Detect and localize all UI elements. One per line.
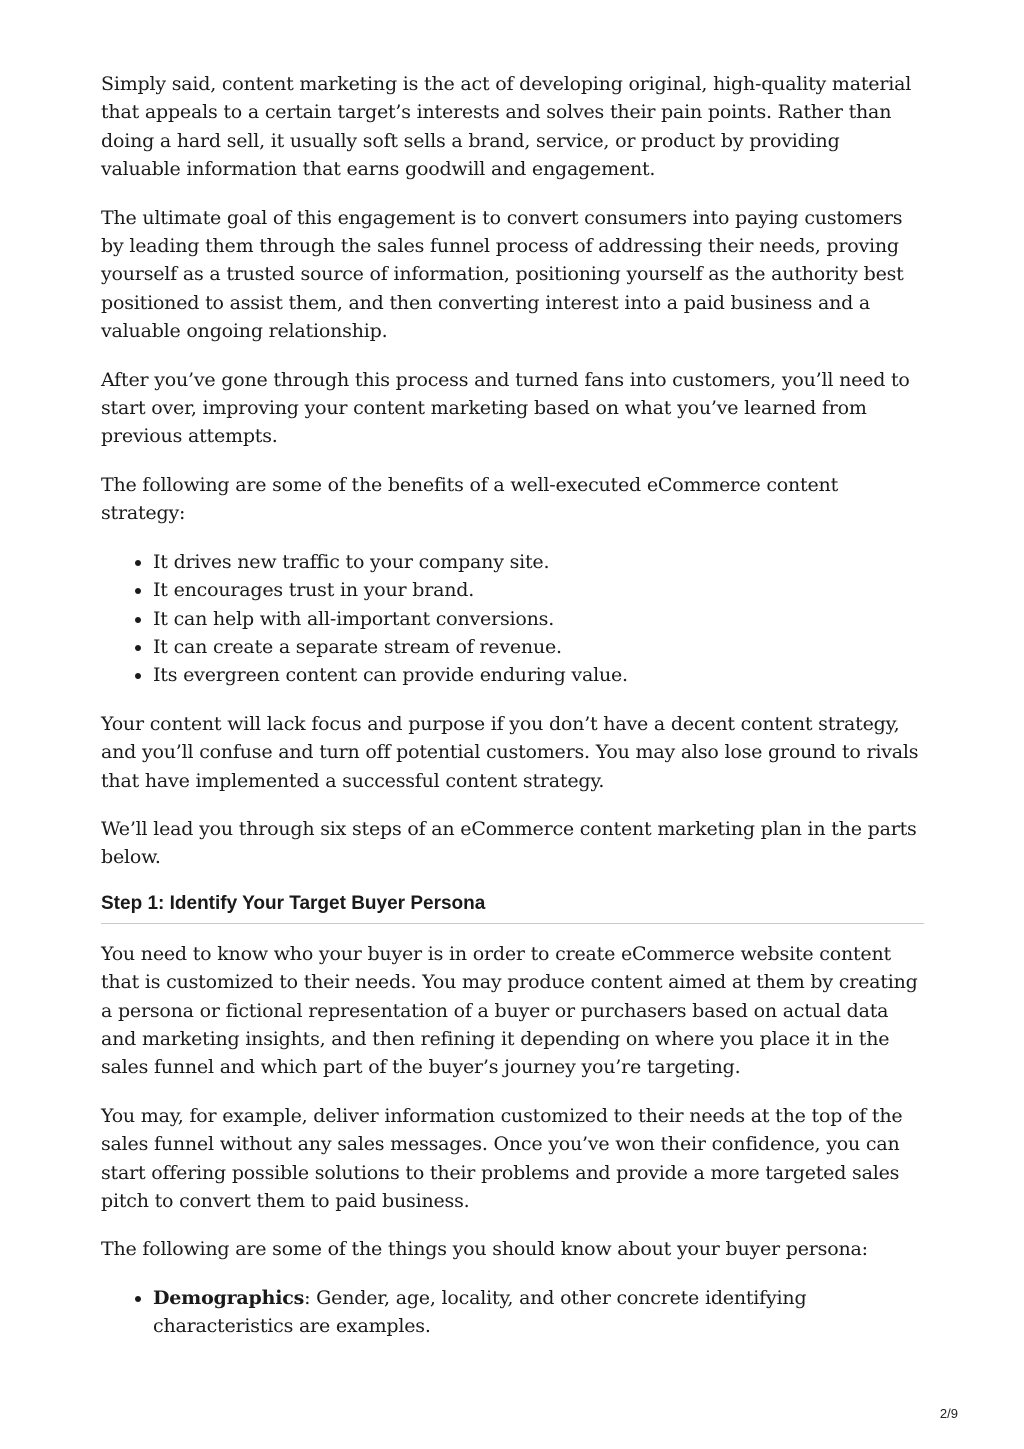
persona-list [101,1284,924,1341]
benefits-list [101,548,924,690]
steps-intro-paragraph: We’ll lead you through six steps of an eCommerce content marketing plan in the parts below. [101,817,917,869]
list-item-text: : Gender, age, locality, and other concrete identifying characteristics are examples. [153,1286,807,1338]
strategy-paragraph: Your content will lack focus and purpose if you don’t have a decent content strategy, and you’ll confuse and turn off potential customers. You may also lose ground to rivals that have implemented a successful content strategy. [101,712,919,792]
document-page [101,70,924,1361]
list-item: • Its evergreen content can provide enduring value. [153,661,924,689]
step1-paragraph-3: The following are some of the things you should know about your buyer persona: [101,1238,868,1261]
step1-paragraph-1: You need to know who your buyer is in order to create eCommerce website content that is customized to their needs. You may produce content aimed at them by creating a persona or fictional representation of a buyer or purchasers based on actual data and marketing insights, and then refining it depending on where you place it in the sales funnel and which part of the buyer’s journey you’re targeting. [101,942,918,1079]
page-number: 2/9 [939,1406,958,1421]
section-heading: Step 1: Identify Your Target Buyer Persona [101,892,924,924]
benefits-intro-paragraph: The following are some of the benefits of a well-executed eCommerce content strategy: [101,473,839,525]
list-item: • It drives new traffic to your company site. [153,548,924,576]
intro-paragraph-1: Simply said, content marketing is the act of developing original, high-quality material that appeals to a certain target’s interests and solves their pain points. Rather than doing a hard sell, it usually soft sells a brand, service, or product by providing valuable information that earns goodwill and engagement. [101,73,912,181]
list-item: • It can help with all-important conversions. [153,605,924,633]
list-item-term: Demographics [153,1286,305,1309]
intro-paragraph-3: After you’ve gone through this process and turned fans into customers, you’ll need to start over, improving your content marketing based on what you’ve learned from previous attempts. [101,368,910,448]
list-item [153,1284,924,1341]
intro-paragraph-2: The ultimate goal of this engagement is to convert consumers into paying customers by leading them through the sales funnel process of addressing their needs, proving yourself as a trusted source of information, positioning yourself as the authority best positioned to assist them, and then converting interest into a paid business and a valuable ongoing relationship. [101,206,904,343]
list-item: • It encourages trust in your brand. [153,576,924,604]
list-item: • It can create a separate stream of revenue. [153,633,924,661]
step1-paragraph-2: You may, for example, deliver information customized to their needs at the top of the sales funnel without any sales messages. Once you’ve won their confidence, you can start offering possible solutions to their problems and provide a more targeted sales pitch to convert them to paid business. [101,1104,903,1212]
